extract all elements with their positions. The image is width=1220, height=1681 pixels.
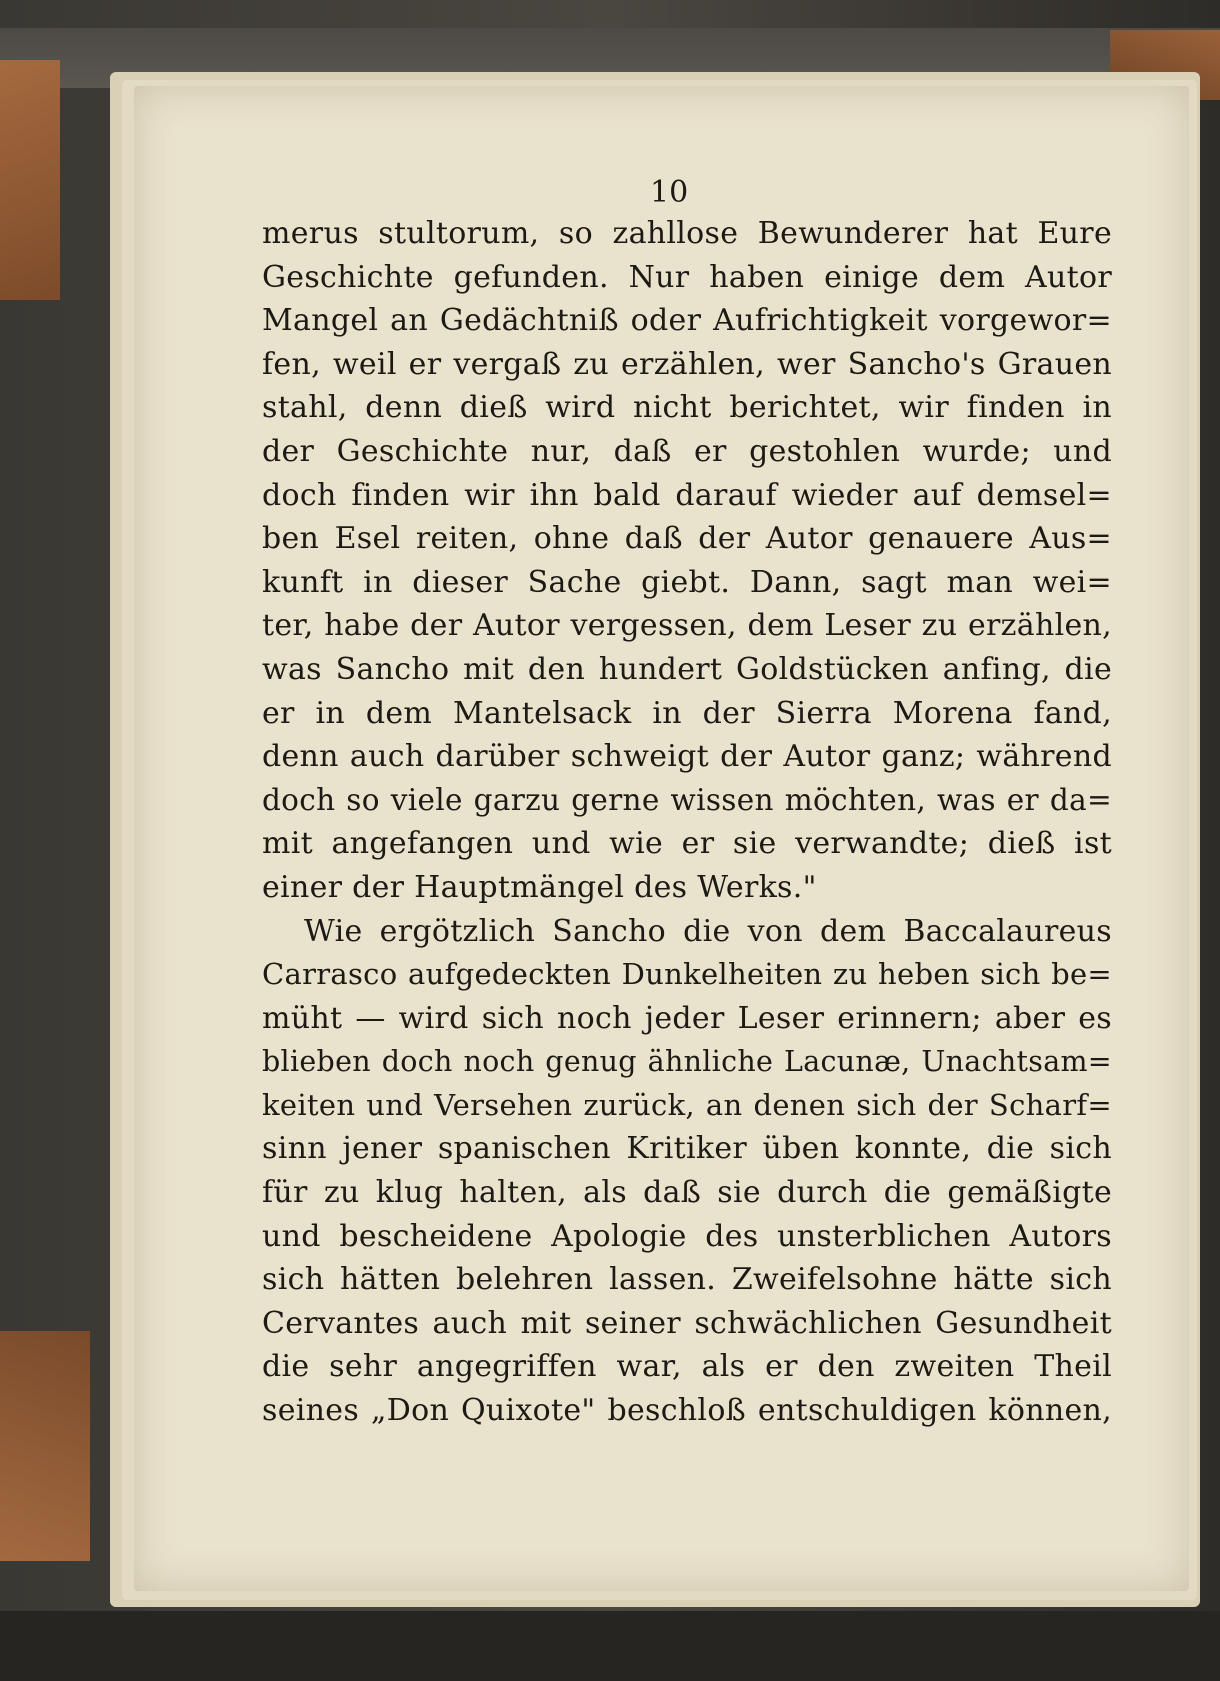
text-line: sinn jener spanischen Kritiker üben konnte, die sich (262, 1131, 1112, 1167)
text-line: einer der Hauptmängel des Werks." (262, 869, 817, 905)
text-line: der Geschichte nur, daß er gestohlen wurde; und (262, 433, 1112, 469)
text-line: ben Esel reiten, ohne daß der Autor genauere Aus= (262, 521, 1112, 557)
text-line: doch finden wir ihn bald darauf wieder auf demsel= (262, 477, 1112, 513)
text-line: was Sancho mit den hundert Goldstücken anfing, die (262, 651, 1112, 687)
text-line: müht — wird sich noch jeder Leser erinnern; aber es (262, 1000, 1112, 1036)
text-line: doch so viele garzu gerne wissen möchten, was er da= (262, 782, 1112, 817)
text-line: merus stultorum, so zahllose Bewunderer hat Eure (262, 216, 1112, 251)
text-line: Cervantes auch mit seiner schwächlichen Gesundheit (262, 1305, 1112, 1341)
text-line: stahl, denn dieß wird nicht berichtet, wir finden in (262, 390, 1112, 426)
text-line: für zu klug halten, als daß sie durch die gemäßigte (262, 1175, 1112, 1211)
text-line: ter, habe der Autor vergessen, dem Leser zu erzählen, (262, 608, 1112, 644)
text-line: er in dem Mantelsack in der Sierra Morena fand, (262, 695, 1112, 731)
text-line: blieben doch noch genug ähnliche Lacunæ, Unachtsam= (262, 1045, 1112, 1079)
text-line: die sehr angegriffen war, als er den zweiten Theil (262, 1349, 1112, 1385)
text-line: keiten und Versehen zurück, an denen sich der Scharf= (262, 1087, 1112, 1122)
cover-bottom-edge (0, 1611, 1220, 1681)
text-line: mit angefangen und wie er sie verwandte; dieß ist (262, 826, 1112, 862)
text-line: Geschichte gefunden. Nur haben einige dem Autor (262, 259, 1112, 295)
leather-corner-bottom-left (0, 1331, 90, 1561)
text-line: Carrasco aufgedeckten Dunkelheiten zu heben sich be= (262, 957, 1112, 992)
text-line: seines „Don Quixote" beschloß entschuldigen können, (262, 1393, 1112, 1429)
text-line: denn auch darüber schweigt der Autor ganz; während (262, 739, 1112, 775)
text-line: kunft in dieser Sache giebt. Dann, sagt man wei= (262, 564, 1112, 600)
text-line: und bescheidene Apologie des unsterblichen Autors (262, 1218, 1112, 1254)
text-line: Wie ergötzlich Sancho die von dem Baccalaureus (304, 913, 1112, 949)
text-line: fen, weil er vergaß zu erzählen, wer Sancho's Grauen (262, 346, 1112, 382)
leather-corner-top-left (0, 60, 60, 300)
page-number: 10 (650, 175, 689, 210)
page-text-block (262, 212, 1112, 1433)
text-line: sich hätten belehren lassen. Zweifelsohne hätte sich (262, 1262, 1112, 1298)
text-line: Mangel an Gedächtniß oder Aufrichtigkeit vorgewor= (262, 303, 1112, 339)
